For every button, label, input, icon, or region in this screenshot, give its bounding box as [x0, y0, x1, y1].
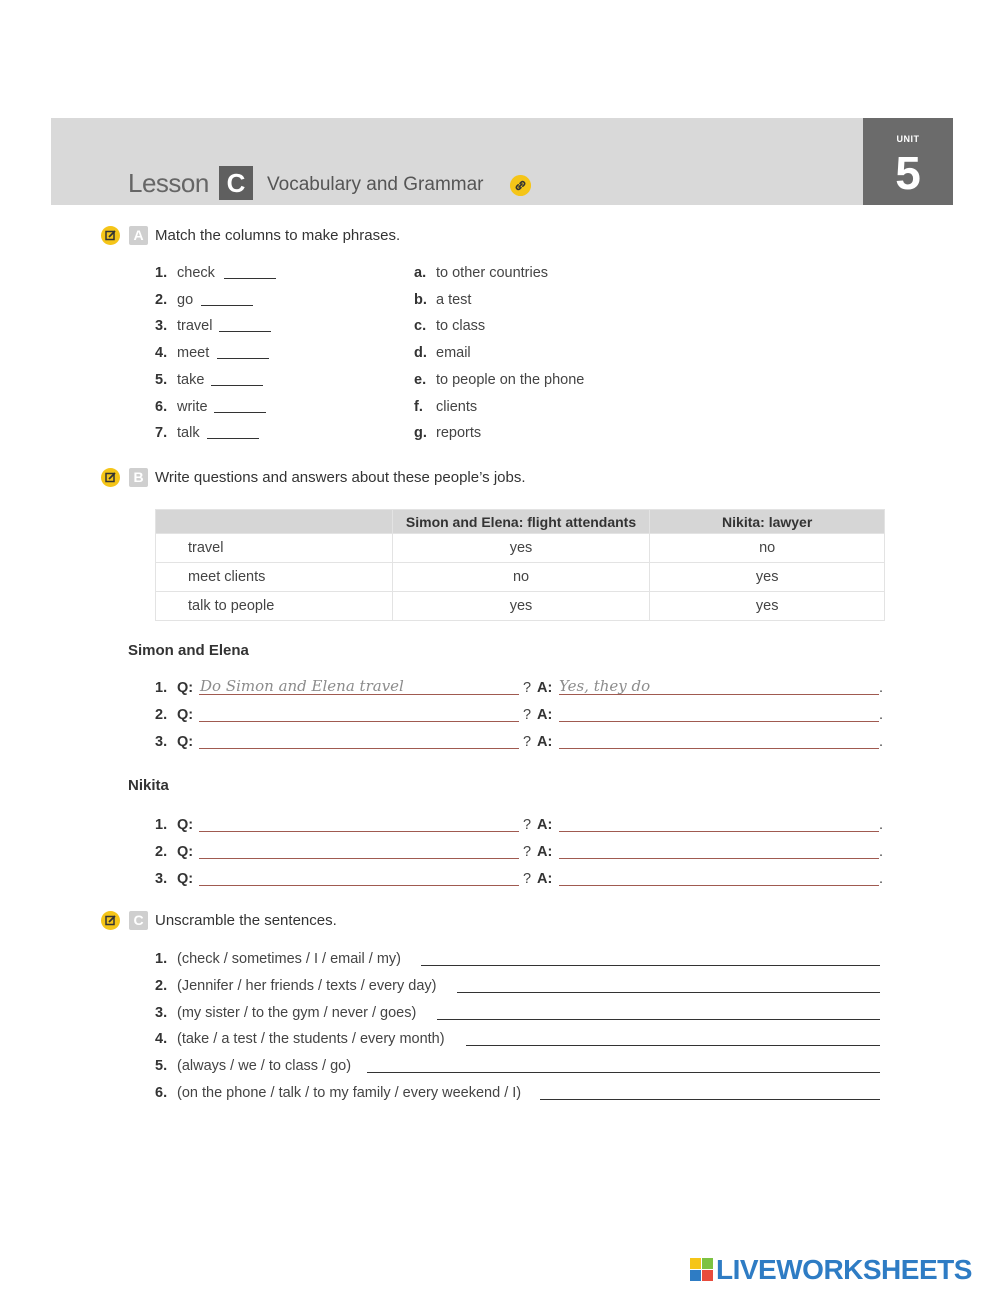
match-right-item: clients [436, 398, 478, 415]
scrambled-words: (on the phone / talk / to my family / every weekend / I) [177, 1085, 522, 1101]
question-answer-line[interactable] [199, 831, 519, 832]
scrambled-words: (Jennifer / her friends / texts / every day) [177, 977, 437, 994]
exercise-a-instruction: Match the columns to make phrases. [155, 227, 401, 244]
table-header-cell [156, 510, 393, 534]
period: . [879, 817, 884, 833]
unit-number: 5 [895, 147, 921, 199]
match-left-item: check [177, 265, 215, 281]
a-label: A: [537, 707, 553, 723]
answer-line[interactable] [559, 831, 879, 832]
example-answer: Yes, they do [559, 677, 651, 695]
a-label: A: [537, 871, 553, 887]
item-number: 2. [155, 844, 168, 860]
answer-blank[interactable] [214, 412, 266, 413]
question-mark: ? [523, 734, 532, 750]
item-letter: g. [414, 425, 427, 442]
exercise-c-instruction: Unscramble the sentences. [155, 912, 337, 929]
match-right-item: to people on the phone [436, 371, 585, 388]
jobs-table [155, 509, 885, 621]
q-label: Q: [177, 680, 194, 696]
a-label: A: [537, 734, 553, 750]
scrambled-words: (always / we / to class / go) [177, 1058, 352, 1075]
liveworksheets-logo-icon [690, 1258, 714, 1282]
item-number: 4. [155, 1031, 168, 1048]
match-left-item: go [177, 291, 194, 308]
match-left-item: write [177, 398, 208, 415]
table-row [156, 534, 885, 563]
question-mark: ? [523, 817, 532, 833]
answer-line[interactable] [457, 992, 880, 993]
table-header-cell: Nikita: lawyer [650, 510, 885, 534]
item-number: 6. [155, 1085, 168, 1101]
period: . [879, 680, 884, 696]
answer-line[interactable] [559, 858, 879, 859]
answer-blank[interactable] [211, 385, 263, 386]
example-question: Do Simon and Elena travel [200, 677, 404, 695]
period: . [879, 844, 884, 860]
period: . [879, 734, 884, 750]
table-cell: talk to people [156, 592, 393, 621]
table-cell: no [650, 534, 885, 563]
table-cell: travel [156, 534, 393, 563]
item-number: 5. [155, 1058, 168, 1075]
nikita-heading: Nikita [128, 777, 169, 794]
item-number: 7. [155, 425, 168, 442]
scrambled-words: (take / a test / the students / every month) [177, 1031, 445, 1048]
lesson-letter: C [219, 166, 253, 200]
item-letter: b. [414, 291, 427, 308]
unit-label: UNIT [896, 134, 920, 144]
match-left-item: travel [177, 318, 213, 335]
edit-icon [101, 468, 120, 487]
answer-line[interactable] [559, 721, 879, 722]
link-icon[interactable] [510, 175, 531, 196]
item-number: 3. [155, 734, 168, 750]
a-label: A: [537, 680, 553, 696]
item-number: 2. [155, 291, 168, 308]
item-number: 4. [155, 345, 168, 362]
table-row [156, 592, 885, 621]
match-right-item: email [436, 345, 471, 362]
q-label: Q: [177, 734, 194, 750]
exercise-b-instruction: Write questions and answers about these people’s jobs. [155, 469, 526, 486]
unit-box [863, 118, 953, 205]
answer-blank[interactable] [224, 278, 276, 279]
match-right-item: reports [436, 425, 482, 442]
item-number: 2. [155, 707, 168, 723]
q-label: Q: [177, 817, 194, 833]
period: . [879, 707, 884, 723]
answer-line[interactable] [367, 1072, 880, 1073]
q-label: Q: [177, 707, 194, 723]
question-mark: ? [523, 844, 532, 860]
table-header-cell: Simon and Elena: flight attendants [392, 510, 650, 534]
table-cell: no [392, 563, 650, 592]
edit-icon [101, 911, 120, 930]
q-label: Q: [177, 871, 194, 887]
table-cell: yes [650, 592, 885, 621]
item-number: 2. [155, 977, 168, 994]
item-number: 3. [155, 318, 168, 335]
exercise-c-letter: C [129, 911, 148, 930]
a-label: A: [537, 817, 553, 833]
item-number: 5. [155, 371, 168, 388]
question-mark: ? [523, 871, 532, 887]
table-header-row [156, 510, 885, 534]
a-label: A: [537, 844, 553, 860]
table-cell: yes [650, 563, 885, 592]
answer-line[interactable] [540, 1099, 880, 1100]
answer-blank[interactable] [207, 438, 259, 439]
answer-line[interactable] [559, 885, 879, 886]
q-label: Q: [177, 844, 194, 860]
item-number: 6. [155, 398, 168, 415]
period: . [879, 871, 884, 887]
item-number: 1. [155, 817, 168, 833]
question-answer-line[interactable] [199, 748, 519, 749]
item-letter: c. [414, 318, 427, 335]
table-cell: meet clients [156, 563, 393, 592]
item-number: 1. [155, 951, 168, 967]
question-mark: ? [523, 707, 532, 723]
match-right-item: to class [436, 318, 486, 335]
question-answer-line[interactable] [199, 721, 519, 722]
item-number: 1. [155, 680, 168, 696]
match-left-item: meet [177, 345, 210, 362]
item-letter: d. [414, 345, 427, 362]
answer-blank[interactable] [219, 331, 271, 332]
match-right-item: to other countries [436, 265, 549, 281]
question-answer-line[interactable] [199, 885, 519, 886]
exercise-b-letter: B [129, 468, 148, 487]
scrambled-words: (check / sometimes / I / email / my) [177, 951, 401, 967]
lesson-title: Vocabulary and Grammar [267, 174, 484, 195]
match-left-item: talk [177, 425, 200, 442]
item-letter: e. [414, 371, 427, 388]
answer-line[interactable] [421, 965, 880, 966]
answer-line[interactable] [559, 748, 879, 749]
question-answer-line[interactable] [199, 858, 519, 859]
item-number: 3. [155, 871, 168, 887]
item-number: 1. [155, 265, 168, 281]
answer-blank[interactable] [217, 358, 269, 359]
exercise-a-letter: A [129, 226, 148, 245]
item-letter: a. [414, 265, 427, 281]
answer-blank[interactable] [201, 305, 253, 306]
answer-line[interactable] [437, 1019, 880, 1020]
match-left-item: take [177, 371, 205, 388]
item-letter: f. [414, 398, 423, 415]
table-cell: yes [392, 534, 650, 563]
question-mark: ? [523, 680, 532, 696]
match-right-item: a test [436, 291, 472, 308]
simon-elena-heading: Simon and Elena [128, 642, 249, 659]
table-row [156, 563, 885, 592]
edit-icon [101, 226, 120, 245]
scrambled-words: (my sister / to the gym / never / goes) [177, 1004, 417, 1021]
liveworksheets-logo-text: LIVEWORKSHEETS [716, 1254, 972, 1285]
answer-line[interactable] [466, 1045, 880, 1046]
table-cell: yes [392, 592, 650, 621]
lesson-word: Lesson [128, 168, 209, 198]
item-number: 3. [155, 1004, 168, 1021]
